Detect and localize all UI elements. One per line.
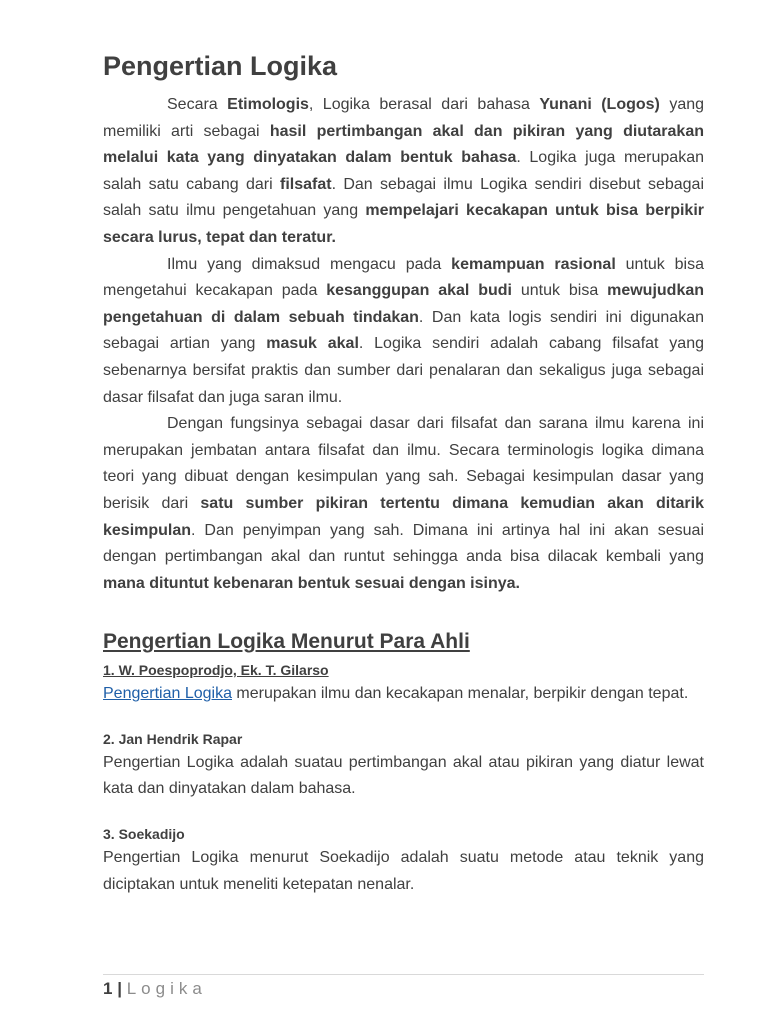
section-heading-para-ahli: Pengertian Logika Menurut Para Ahli bbox=[103, 630, 470, 654]
pengertian-logika-link[interactable]: Pengertian Logika bbox=[103, 685, 232, 703]
text-run: merupakan ilmu dan kecakapan menalar, berpikir dengan tepat. bbox=[231, 685, 689, 703]
expert-name: 1. W. Poespoprodjo, Ek. T. Gilarso bbox=[103, 662, 329, 679]
bold-run: kesanggupan akal budi bbox=[326, 282, 512, 300]
bold-run: Yunani (Logos) bbox=[539, 96, 660, 113]
footer-separator: | bbox=[117, 979, 122, 998]
paragraph-ilmu bbox=[103, 252, 704, 412]
page-title: Pengertian Logika bbox=[103, 51, 338, 81]
bold-run: satu sumber pikiran tertentu dimana kemudian akan ditarik kesimpulan bbox=[103, 494, 704, 539]
text-run: untuk bisa mengetahui kecakapan pada bbox=[103, 255, 705, 300]
expert-definition bbox=[103, 681, 704, 708]
bold-run: hasil pertimbangan akal dan pikiran yang diutarakan melalui kata yang dinyatakan dalam bentuk bahasa bbox=[103, 122, 704, 167]
text-run: . Dan penyimpan yang sah. Dimana ini artinya hal ini akan sesuai dengan pertimbangan akal dan runtut sehingga anda bisa dilacak kembali yang bbox=[103, 521, 704, 566]
text-run: untuk bisa bbox=[512, 282, 608, 300]
text-run: . Dan kata logis sendiri ini digunakan sebagai artian yang bbox=[103, 308, 704, 353]
text-run: Ilmu yang dimaksud mengacu pada bbox=[167, 255, 452, 273]
expert-name: 3. Soekadijo bbox=[103, 826, 185, 843]
expert-definition: Pengertian Logika adalah suatau pertimbangan akal atau pikiran yang diatur lewat kata dan dinyatakan dalam bahasa. bbox=[103, 753, 704, 798]
text-run: , Logika berasal dari bahasa bbox=[308, 96, 540, 113]
text-run: . Logika juga merupakan salah satu cabang dari bbox=[103, 149, 704, 193]
bold-run: masuk akal bbox=[266, 335, 359, 353]
bold-run: kemampuan rasional bbox=[451, 255, 616, 273]
page-number: 1 bbox=[103, 979, 113, 998]
paragraph-etimologi bbox=[103, 92, 704, 252]
bold-run: filsafat bbox=[280, 175, 332, 193]
document-page bbox=[103, 46, 704, 898]
text-run: Secara bbox=[167, 96, 228, 113]
text-run: Dengan fungsinya sebagai dasar dari filsafat dan sarana ilmu karena ini merupakan jembatan antara filsafat dan ilmu. Secara terminologis logika dimana teori yang dibuat dengan kesimpulan yang sah. Sebagai kesimpulan dasar yang berisik dari bbox=[103, 415, 704, 512]
page-footer bbox=[103, 974, 704, 1001]
text-run: . Dan sebagai ilmu Logika sendiri disebut sebagai salah satu ilmu pengetahuan yang bbox=[103, 175, 705, 220]
footer-label: Logika bbox=[126, 979, 207, 998]
text-run: yang memiliki arti sebagai bbox=[103, 96, 705, 140]
bold-run: mana dituntut kebenaran bentuk sesuai dengan isinya. bbox=[103, 574, 520, 592]
paragraph-fungsi bbox=[103, 411, 704, 597]
bold-run: mewujudkan pengetahuan di dalam sebuah tindakan bbox=[103, 282, 705, 326]
expert-name: 2. Jan Hendrik Rapar bbox=[103, 730, 243, 747]
expert-definition: Pengertian Logika menurut Soekadijo adalah suatu metode atau teknik yang diciptakan untuk meneliti ketepatan nenalar. bbox=[103, 849, 704, 893]
spacer bbox=[103, 708, 704, 728]
text-run: . Logika sendiri adalah cabang filsafat yang sebenarnya bersifat praktis dan sumber dari penalaran dan sekaligus juga sebagai dasar filsafat dan juga saran ilmu. bbox=[103, 335, 705, 406]
bold-run: Etimologis bbox=[227, 96, 309, 113]
spacer bbox=[103, 803, 704, 823]
bold-run: mempelajari kecakapan untuk bisa berpikir secara lurus, tepat dan teratur. bbox=[103, 202, 705, 246]
